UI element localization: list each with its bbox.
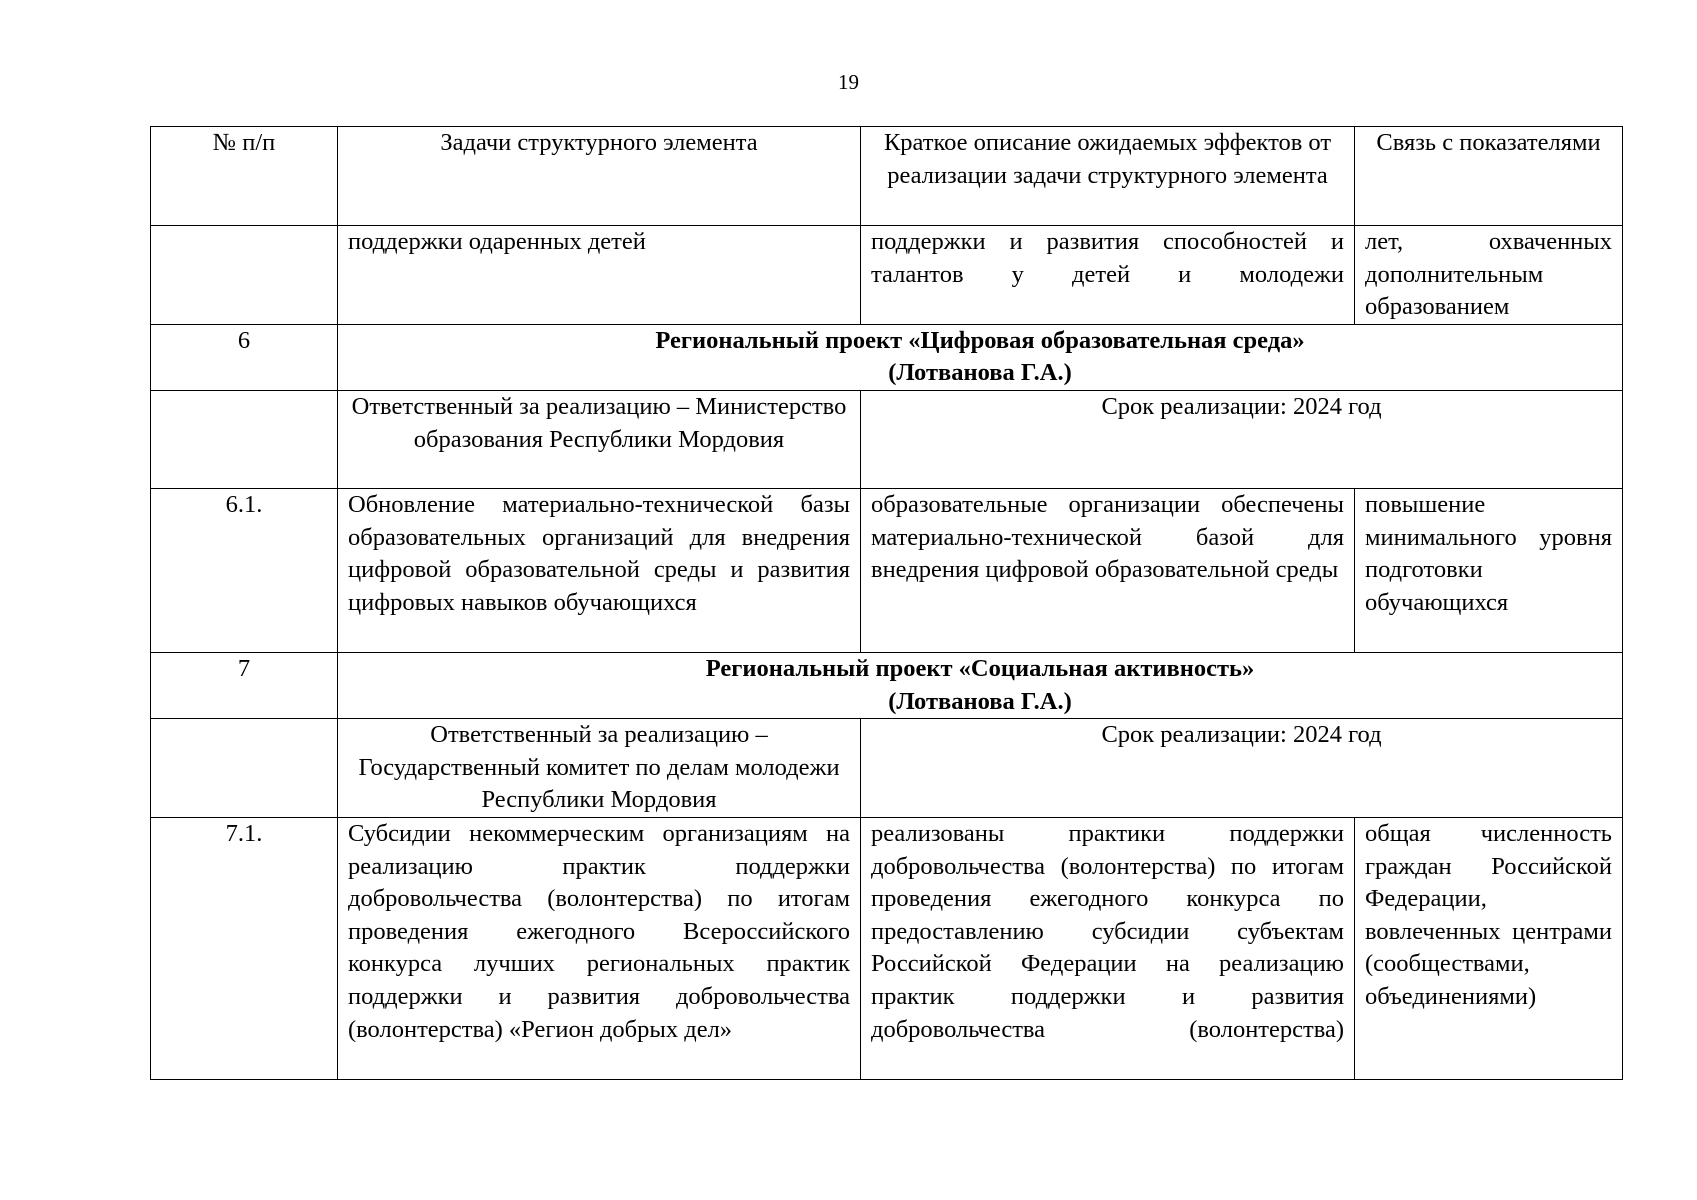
header-effects: Краткое описание ожидаемых эффектов от реализации задачи структурного элемента: [861, 127, 1355, 226]
header-tasks: Задачи структурного элемента: [338, 127, 861, 226]
section-title-row: [151, 324, 1623, 390]
section-num: 6: [151, 324, 338, 390]
cell-empty: [151, 390, 338, 488]
responsible-cell: Ответственный за реализацию – Государственный комитет по делам молодежи Республики Мордовия: [338, 719, 861, 818]
section-meta-row: [151, 719, 1623, 818]
table-header-row: [151, 127, 1623, 226]
section-title-line1: Региональный проект «Цифровая образовательная среда»: [655, 326, 1305, 354]
header-link: Связь с показателями: [1355, 127, 1623, 226]
table-row: [151, 817, 1623, 1079]
cell-empty: [151, 719, 338, 818]
cell-tasks: поддержки одаренных детей: [338, 226, 861, 325]
cell-link: общая численность граждан Российской Федерации, вовлеченных центрами (сообществами, объединениями): [1355, 817, 1623, 1079]
cell-num: 6.1.: [151, 488, 338, 652]
cell-effects: образовательные организации обеспечены материально-технической базой для внедрения цифровой образовательной среды: [861, 488, 1355, 652]
cell-tasks: Субсидии некоммерческим организациям на реализацию практик поддержки добровольчества (волонтерства) по итогам проведения ежегодного Всероссийского конкурса лучших региональных практик поддержки и развития добровольчества (волонтерства) «Регион добрых дел»: [338, 817, 861, 1079]
section-title-line1: Региональный проект «Социальная активность»: [705, 654, 1255, 682]
cell-num: [151, 226, 338, 325]
section-title-line2: (Лотванова Г.А.): [888, 359, 1072, 387]
section-title: [338, 324, 1623, 390]
cell-link: повышение минимального уровня подготовки обучающихся: [1355, 488, 1623, 652]
term-cell: Срок реализации: 2024 год: [861, 390, 1623, 488]
responsible-cell: Ответственный за реализацию – Министерство образования Республики Мордовия: [338, 390, 861, 488]
term-cell: Срок реализации: 2024 год: [861, 719, 1623, 818]
section-title-row: [151, 652, 1623, 718]
table-row: [151, 226, 1623, 325]
section-meta-row: [151, 390, 1623, 488]
table-row: [151, 488, 1623, 652]
cell-effects: поддержки и развития способностей и талантов у детей и молодежи: [861, 226, 1355, 325]
structural-elements-table: [150, 126, 1623, 1080]
cell-num: 7.1.: [151, 817, 338, 1079]
section-title: [338, 652, 1623, 718]
section-title-line2: (Лотванова Г.А.): [888, 687, 1072, 715]
page-number: 19: [838, 70, 859, 94]
cell-link: лет, охваченных дополнительным образованием: [1355, 226, 1623, 325]
header-num: № п/п: [151, 127, 338, 226]
cell-tasks: Обновление материально-технической базы образовательных организаций для внедрения цифровой образовательной среды и развития цифровых навыков обучающихся: [338, 488, 861, 652]
cell-effects: реализованы практики поддержки добровольчества (волонтерства) по итогам проведения ежегодного конкурса по предоставлению субсидии субъектам Российской Федерации на реализацию практик поддержки и развития добровольчества (волонтерства): [861, 817, 1355, 1079]
section-num: 7: [151, 652, 338, 718]
